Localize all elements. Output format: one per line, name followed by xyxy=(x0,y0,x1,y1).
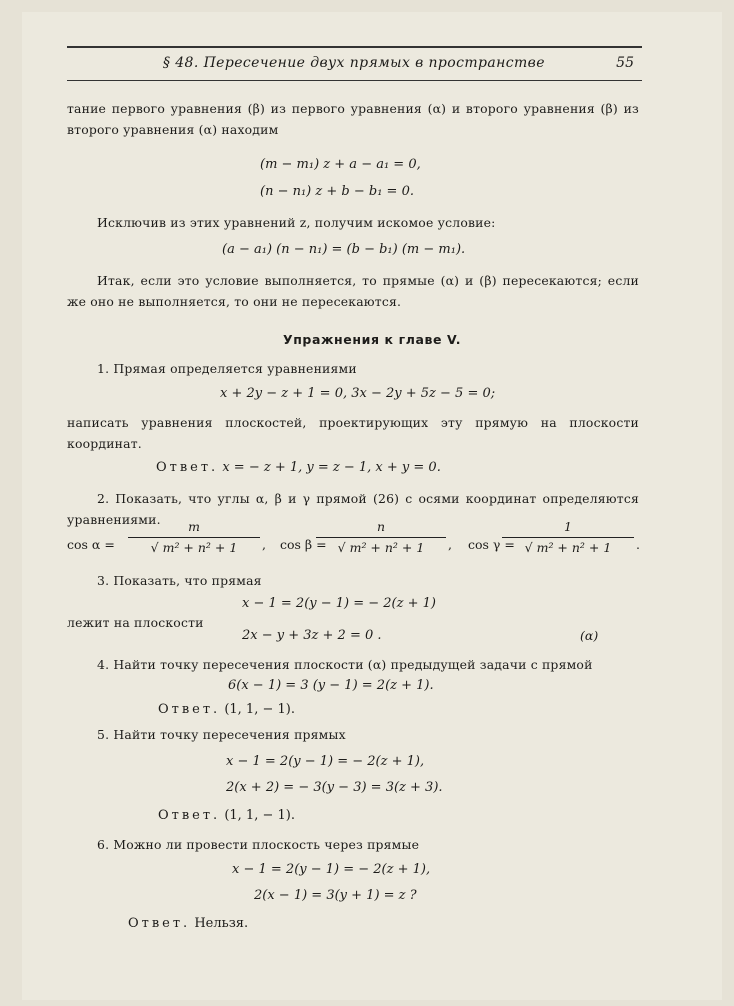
intro-equation-2: (n − n₁) z + b − b₁ = 0. xyxy=(260,184,414,199)
fraction-alpha xyxy=(128,519,260,555)
answer-label: Ответ. xyxy=(128,916,191,931)
book-page xyxy=(22,12,722,1000)
fraction-denominator: √ m² + n² + 1 xyxy=(337,540,425,555)
fraction-denominator: √ m² + n² + 1 xyxy=(524,540,612,555)
page-number: 55 xyxy=(616,55,634,71)
fraction-numerator: m xyxy=(188,519,200,534)
answer-label: Ответ. xyxy=(158,808,221,823)
exercise-6-equation-1: x − 1 = 2(y − 1) = − 2(z + 1), xyxy=(232,862,431,877)
exercise-3-text: 3. Показать, что прямая xyxy=(97,573,262,588)
exercise-4-equation: 6(x − 1) = 3 (y − 1) = 2(z + 1). xyxy=(228,678,434,693)
equation-tag: (α) xyxy=(580,628,599,643)
fraction-beta xyxy=(316,519,446,555)
answer-value: Нельзя. xyxy=(194,916,249,931)
header-title: § 48. Пересечение двух прямых в пространстве xyxy=(163,55,545,71)
intro-condition: (a − a₁) (n − n₁) = (b − b₁) (m − m₁). xyxy=(222,242,466,257)
exercise-4-text: 4. Найти точку пересечения плоскости (α) предыдущей задачи с прямой xyxy=(97,657,593,672)
exercise-4-answer xyxy=(158,702,295,717)
exercise-5-answer xyxy=(158,808,295,823)
running-header xyxy=(67,46,642,81)
cos-alpha-label: cos α = xyxy=(67,537,115,552)
exercise-5-text: 5. Найти точку пересечения прямых xyxy=(97,727,346,742)
intro-equation-1: (m − m₁) z + a − a₁ = 0, xyxy=(260,157,421,172)
answer-label: Ответ. xyxy=(158,702,221,717)
answer-value: (1, 1, − 1). xyxy=(224,702,295,717)
exercise-3-text-2: лежит на плоскости xyxy=(67,615,204,630)
exercise-1-equation: x + 2y − z + 1 = 0, 3x − 2y + 5z − 5 = 0; xyxy=(220,386,496,401)
separator: . xyxy=(636,537,640,552)
exercise-1-answer xyxy=(156,460,441,475)
cos-gamma-label: cos γ = xyxy=(468,537,515,552)
answer-value: x = − z + 1, y = z − 1, x + y = 0. xyxy=(222,460,441,475)
exercise-3-equation-2: 2x − y + 3z + 2 = 0 . xyxy=(242,628,382,643)
fraction-gamma xyxy=(502,519,634,555)
exercise-1-text: 1. Прямая определяется уравнениями xyxy=(97,361,357,376)
exercise-2-text: 2. Показать, что углы α, β и γ прямой (26) с осями координат определяются уравнениями. xyxy=(67,491,639,527)
exercise-1-text-2: написать уравнения плоскостей, проектирующих эту прямую на плоскости координат. xyxy=(67,415,639,451)
exercise-6-answer xyxy=(128,916,248,931)
exercise-5-equation-2: 2(x + 2) = − 3(y − 3) = 3(z + 3). xyxy=(226,780,443,795)
intro-conclusion: Итак, если это условие выполняется, то прямые (α) и (β) пересекаются; если же оно не выполняется, то они не пересекаются. xyxy=(67,273,639,309)
fraction-numerator: n xyxy=(376,519,386,534)
cos-beta-label: cos β = xyxy=(280,537,327,552)
fraction-denominator: √ m² + n² + 1 xyxy=(150,540,238,555)
exercise-6-text: 6. Можно ли провести плоскость через прямые xyxy=(97,837,420,852)
intro-paragraph: тание первого уравнения (β) из первого уравнения (α) и второго уравнения (β) из второго уравнения (α) находим xyxy=(67,101,639,137)
separator: , xyxy=(262,537,266,552)
section-title: Упражнения к главе V. xyxy=(282,332,462,347)
intro-paragraph-2: Исключив из этих уравнений z, получим искомое условие: xyxy=(97,215,496,230)
exercise-6-equation-2: 2(x − 1) = 3(y + 1) = z ? xyxy=(254,888,417,903)
answer-label: Ответ. xyxy=(156,460,219,475)
answer-value: (1, 1, − 1). xyxy=(224,808,295,823)
exercise-5-equation-1: x − 1 = 2(y − 1) = − 2(z + 1), xyxy=(226,754,425,769)
exercise-3-equation-1: x − 1 = 2(y − 1) = − 2(z + 1) xyxy=(242,596,436,611)
separator: , xyxy=(448,537,452,552)
fraction-numerator: 1 xyxy=(564,519,572,534)
